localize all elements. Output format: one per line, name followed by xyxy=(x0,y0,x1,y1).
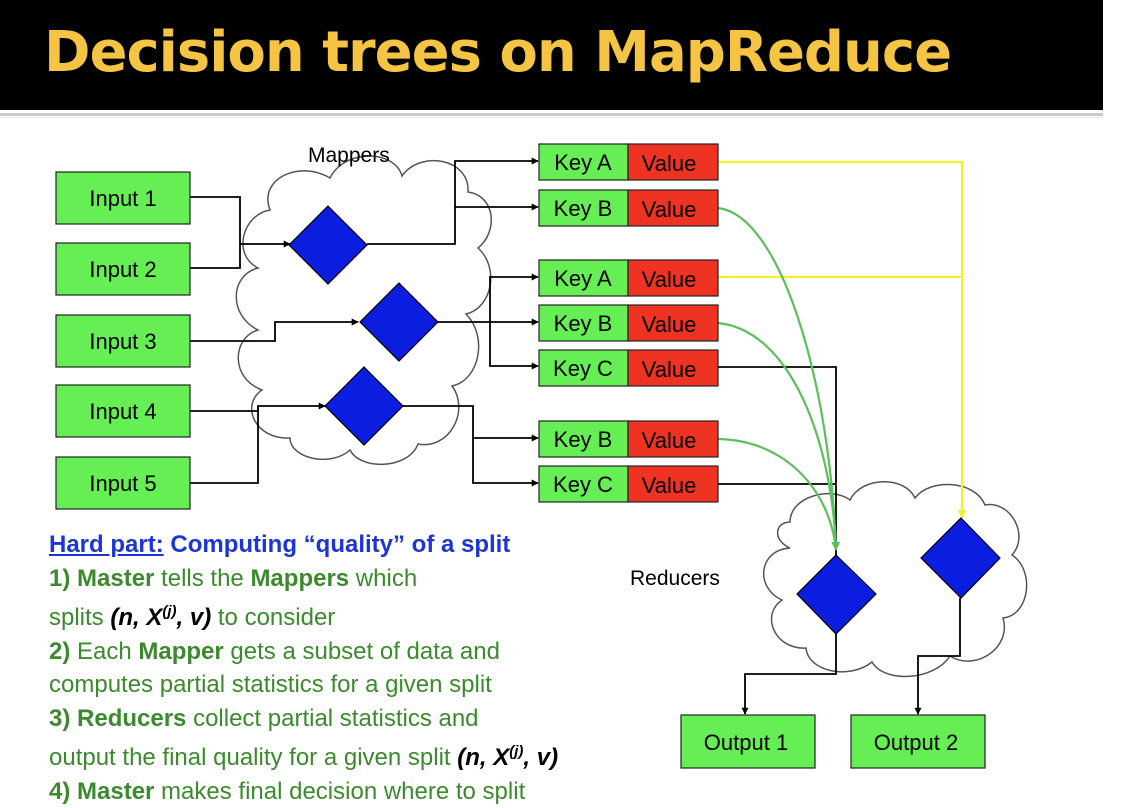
output-box xyxy=(681,715,815,768)
step-number: 2) xyxy=(49,638,70,665)
reducers-label: Reducers xyxy=(630,567,720,590)
note-text: output the final quality for a given split xyxy=(49,744,457,771)
input-box xyxy=(56,457,190,509)
mapper-term: Mapper xyxy=(138,638,223,665)
step-number: 3) xyxy=(49,705,70,732)
key-label: Key C xyxy=(553,356,613,381)
master-term: Master xyxy=(77,565,154,592)
key-label: Key A xyxy=(554,266,612,291)
input-label: Input 4 xyxy=(89,399,156,424)
key-value-pair xyxy=(539,190,718,226)
key-value-pair xyxy=(539,466,718,502)
key-value-pair xyxy=(539,144,718,180)
value-label: Value xyxy=(642,473,697,498)
slide-title: Decision trees on MapReduce xyxy=(44,20,951,85)
notes-text xyxy=(49,528,689,808)
master-term: Master xyxy=(77,778,154,805)
key-label: Key C xyxy=(553,472,613,497)
note-line-4: computes partial statistics for a given split xyxy=(49,668,689,702)
key-value-pair xyxy=(539,260,718,296)
note-line-1 xyxy=(49,562,689,596)
note-line-5 xyxy=(49,702,689,736)
input-box xyxy=(56,172,190,224)
heading-underlined: Hard part: xyxy=(49,531,164,558)
key-label: Key B xyxy=(554,427,613,452)
reducers-cloud xyxy=(764,482,1027,677)
key-value-pair xyxy=(539,421,718,457)
output-box xyxy=(851,715,985,768)
input-box xyxy=(56,243,190,295)
value-label: Value xyxy=(642,428,697,453)
step-number: 1) xyxy=(49,565,70,592)
mappers-term: Mappers xyxy=(250,565,349,592)
note-text: makes final decision where to split xyxy=(154,778,525,805)
note-text: which xyxy=(349,565,417,592)
reducers-term: Reducers xyxy=(77,705,186,732)
note-line-2 xyxy=(49,595,689,635)
value-label: Value xyxy=(642,312,697,337)
math-superscript: (j) xyxy=(509,743,523,760)
math-text: , v) xyxy=(177,604,212,631)
output-label: Output 1 xyxy=(704,730,788,755)
value-label: Value xyxy=(642,151,697,176)
value-label: Value xyxy=(642,357,697,382)
key-value-pair xyxy=(539,305,718,341)
value-label: Value xyxy=(642,197,697,222)
math-text: , v) xyxy=(523,744,558,771)
key-value-pair xyxy=(539,350,718,386)
note-text: splits xyxy=(49,604,110,631)
note-line-7 xyxy=(49,775,689,808)
key-label: Key A xyxy=(554,150,612,175)
key-value-pairs xyxy=(539,144,718,502)
math-text: (n, X xyxy=(110,604,162,631)
note-text: collect partial statistics and xyxy=(186,705,478,732)
output-boxes xyxy=(681,715,985,768)
input-label: Input 2 xyxy=(89,257,156,282)
note-text: Each xyxy=(70,638,138,665)
math-text: (n, X xyxy=(457,744,509,771)
note-text: gets a subset of data and xyxy=(224,638,500,665)
input-boxes xyxy=(56,172,190,509)
value-label: Value xyxy=(642,267,697,292)
key-label: Key B xyxy=(554,311,613,336)
heading-rest: Computing “quality” of a split xyxy=(164,531,511,558)
note-line-3 xyxy=(49,635,689,669)
math-superscript: (j) xyxy=(162,603,176,620)
input-label: Input 1 xyxy=(89,186,156,211)
split-tuple xyxy=(110,604,211,631)
note-text: to consider xyxy=(211,604,335,631)
input-label: Input 3 xyxy=(89,329,156,354)
key-a-arrows xyxy=(718,162,962,518)
notes-heading xyxy=(49,528,689,562)
input-box xyxy=(56,315,190,367)
input-box xyxy=(56,385,190,437)
split-tuple xyxy=(457,744,558,771)
mappers-label: Mappers xyxy=(308,144,390,167)
step-number: 4) xyxy=(49,778,70,805)
key-label: Key B xyxy=(554,196,613,221)
input-label: Input 5 xyxy=(89,471,156,496)
note-text: tells the xyxy=(154,565,250,592)
output-label: Output 2 xyxy=(874,730,958,755)
note-line-6 xyxy=(49,735,689,775)
